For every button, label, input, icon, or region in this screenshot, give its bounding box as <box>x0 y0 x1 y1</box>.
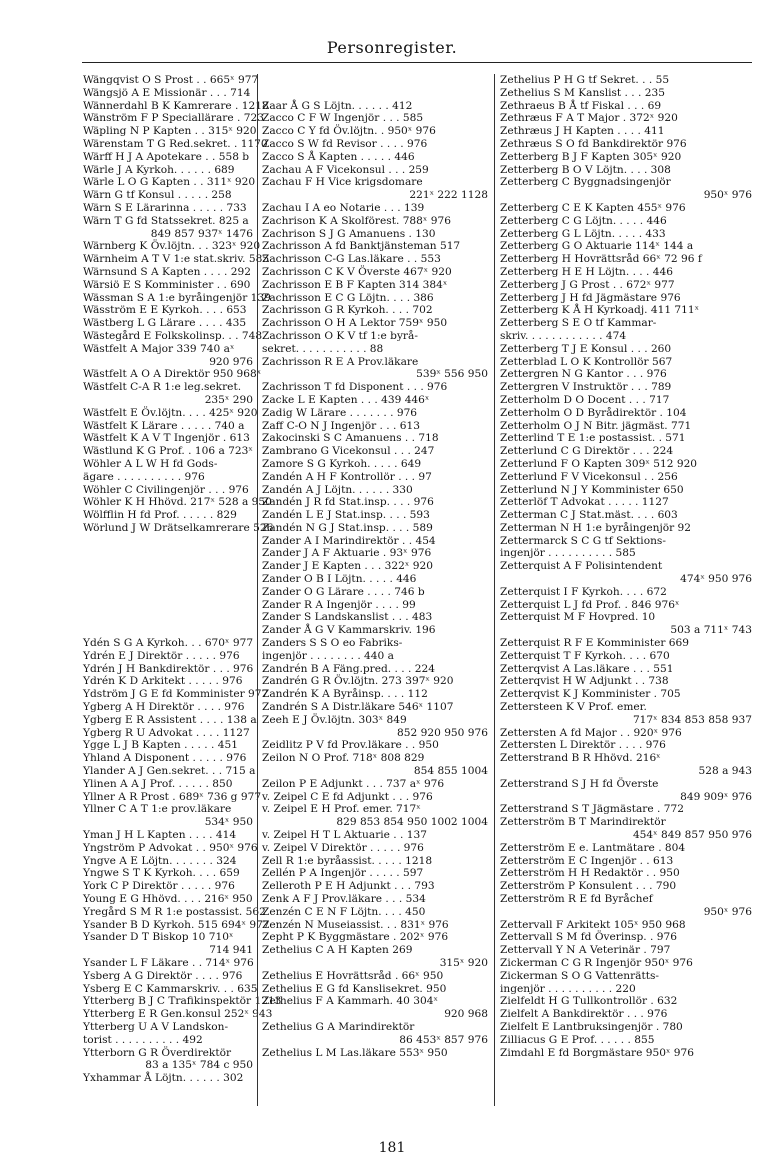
register-entry: v. Zeipel H T L Aktuarie . . 137 <box>262 829 427 842</box>
register-entry: Zetterlund F V Vicekonsul . . 256 <box>500 470 678 483</box>
register-entry: v. Zeipel E H Prof. emer. 717ˣ <box>262 803 421 816</box>
register-entry: Zethræus F A T Major . 372ˣ 920 <box>500 112 678 125</box>
register-entry: Zachrisson G R Kyrkoh. . . . 702 <box>262 304 433 317</box>
register-entry: Wännerdahl B K Kamrerare . 1218 <box>83 99 269 112</box>
register-entry: 829 853 854 950 1002 1004 <box>336 816 488 829</box>
register-entry: Ygberg R U Advokat . . . . 1127 <box>83 726 250 739</box>
register-entry: Zickerman C G R Ingenjör 950ˣ 976 <box>500 956 693 969</box>
register-entry: Zickerman S O G Vattenrätts- <box>500 969 660 982</box>
register-entry: Wärnheim A T V 1:e stat.skriv. 585 <box>83 253 270 266</box>
register-entry: Ygberg A H Direktör . . . . 976 <box>83 701 245 714</box>
register-entry: 86 453ˣ 857 976 <box>399 1033 488 1046</box>
register-entry: Zethelius P H G tf Sekret. . . 55 <box>500 74 670 86</box>
register-entry: Zethelius G A Marindirektör <box>262 1020 415 1033</box>
register-entry: Wäpling N P Kapten . . 315ˣ 920 <box>83 125 257 138</box>
register-entry: 83 a 135ˣ 784 c 950 <box>145 1059 253 1072</box>
register-entry: Zethræus S O fd Bankdirektör 976 <box>500 137 687 150</box>
register-entry: Zetterström R E fd Byråchef <box>500 893 653 905</box>
register-entry: 854 855 1004 <box>413 765 488 778</box>
register-entry: 474ˣ 950 976 <box>680 573 752 586</box>
register-entry: Zethelius F A Kammarh. 40 304ˣ <box>262 995 438 1008</box>
register-entry: Zetterlöf T Advokat . . . . . 1127 <box>500 496 669 509</box>
register-entry: Zandrén K A Byråinsp. . . . 112 <box>262 688 428 701</box>
register-entry: 852 920 950 976 <box>397 726 488 739</box>
register-entry: Wöhler K H Hhövd. 217ˣ 528 a 950 <box>83 496 272 509</box>
register-entry: Zachrisson E C G Löjtn. . . . 386 <box>262 291 434 304</box>
register-entry: Wäsström E E Kyrkoh. . . . 653 <box>83 304 247 317</box>
register-entry: Wölfflin H fd Prof. . . . . . 829 <box>83 509 237 522</box>
register-entry: Ytterborn G R Överdirektör <box>83 1046 232 1059</box>
register-entry: Wästberg L G Lärare . . . . 435 <box>83 317 247 330</box>
register-entry: Zetterström B T Marindirektör <box>500 816 666 829</box>
register-entry <box>83 611 253 624</box>
register-entry: York C P Direktör . . . . . 976 <box>83 880 235 893</box>
register-entry: Zetterberg S E O tf Kammar- <box>500 317 657 330</box>
register-entry: Young E G Hhövd. . . . 216ˣ 950 <box>83 893 253 905</box>
register-entry: Zetterquist I F Kyrkoh. . . . 672 <box>500 585 667 598</box>
register-entry: Zetterström E e. Lantmätare . 804 <box>500 841 686 854</box>
register-entry: Zetterberg B O V Löjtn. . . . 308 <box>500 163 671 176</box>
register-entry: Zaar Å G S Löjtn. . . . . . 412 <box>262 99 413 112</box>
register-entry: Zetterholm O D Byrådirektör . 104 <box>500 406 687 419</box>
register-entry: Zachrisson C-G Las.läkare . . 553 <box>262 253 441 266</box>
register-entry: Wästfelt K Lärare . . . . . 740 a <box>83 419 245 432</box>
register-entry: ägare . . . . . . . . . . 976 <box>83 470 205 483</box>
register-entry: 503 a 711ˣ 743 <box>670 624 752 637</box>
register-entry: Zetterqvist A Las.läkare . . . 551 <box>500 662 674 675</box>
register-entry <box>83 535 253 548</box>
register-entry: Zethelius E G fd Kanslisekret. 950 <box>262 982 447 995</box>
register-entry: Ydrén E J Direktör . . . . . 976 <box>83 649 240 662</box>
register-entry: Yxhammar Å Löjtn. . . . . . 302 <box>83 1072 244 1085</box>
register-entry: Zetterquist L J fd Prof. . 846 976ˣ <box>500 598 680 611</box>
register-entry: Zetterquist T F Kyrkoh. . . . 670 <box>500 649 670 662</box>
register-entry: Zell R 1:e byråassist. . . . . 1218 <box>262 854 433 867</box>
register-entry: Zetterholm O J N Bitr. jägmäst. 771 <box>500 419 692 432</box>
register-entry: Zandén L E J Stat.insp. . . . 593 <box>262 509 430 522</box>
register-entry: Zellén P A Ingenjör . . . . . 597 <box>262 867 424 880</box>
register-entry: Yngwe S T K Kyrkoh. . . . 659 <box>83 867 240 880</box>
register-entry: Zeidlitz P V fd Prov.läkare . . 950 <box>262 739 439 752</box>
register-entry: Zacco C F W Ingenjör . . . 585 <box>262 112 424 125</box>
register-entry: Wärff H J A Apotekare . . 558 b <box>83 150 250 163</box>
register-entry: Wästegård E Folkskolinsp. . . 748 <box>83 329 263 342</box>
register-entry: Zetterquist M F Hovpred. 10 <box>500 611 656 624</box>
column-divider <box>494 74 495 1106</box>
register-entry: Zettergren V Instruktör . . . 789 <box>500 381 672 394</box>
register-entry: Wästfelt K A V T Ingenjör . 613 <box>83 432 250 445</box>
register-entry: Zenk A F J Prov.läkare . . . 534 <box>262 893 426 905</box>
register-entry: Zetterberg C Byggnadsingenjör <box>500 176 671 189</box>
register-entry: Zander O G Lärare . . . . 746 b <box>262 585 425 598</box>
register-entry: Zander S Landskanslist . . . 483 <box>262 611 433 624</box>
register-entry: Zandén N G J Stat.insp. . . . 589 <box>262 521 433 534</box>
register-entry: Zettersten A fd Major . . 920ˣ 976 <box>500 726 682 739</box>
register-entry: Zetterman C J Stat.mäst. . . . 603 <box>500 509 678 522</box>
register-entry: Wärle J A Kyrkoh. . . . . . 689 <box>83 163 235 176</box>
register-entry: Zacco C Y fd Öv.löjtn. . 950ˣ 976 <box>262 125 436 138</box>
register-entry: skriv. . . . . . . . . . . . 474 <box>500 329 627 342</box>
register-entry: Zamore S G Kyrkoh. . . . . 649 <box>262 457 422 470</box>
register-entry: Zaff C-O N J Ingenjör . . . 613 <box>262 419 420 432</box>
register-entry: Zetterquist A F Polisintendent <box>500 560 663 573</box>
register-entry: Wängsjö A E Missionär . . . 714 <box>83 86 251 99</box>
register-entry: 849 909ˣ 976 <box>680 790 752 803</box>
register-entry: Zachrisson O H A Lektor 759ˣ 950 <box>262 317 448 330</box>
register-entry: Zettersteen K V Prof. emer. <box>500 701 647 714</box>
register-entry: Zacco S W fd Revisor . . . . 976 <box>262 137 428 150</box>
register-entry: Zetterberg G L Löjtn. . . . . 433 <box>500 227 666 240</box>
register-entry: Ygge L J B Kapten . . . . . 451 <box>83 739 238 752</box>
register-entry: Wässman S A 1:e byråingenjör 139 <box>83 291 271 304</box>
register-entry: Zachau I A eo Notarie . . . 139 <box>262 201 425 214</box>
register-entry: Ysander B D Kyrkoh. 515 694ˣ 977 <box>83 918 270 931</box>
register-entry: 235ˣ 290 <box>204 393 253 406</box>
register-entry: torist . . . . . . . . . . 492 <box>83 1033 203 1046</box>
register-entry: Zacco S Å Kapten . . . . . 446 <box>262 150 415 163</box>
register-entry: Yllner A R Prost . 689ˣ 736 g 977 <box>83 790 262 803</box>
register-entry: 539ˣ 556 950 <box>416 368 488 381</box>
register-entry: Wänström F P Speciallärare . 723 <box>83 112 264 125</box>
register-entry: Ysander D T Biskop 10 710ˣ <box>83 931 234 944</box>
register-entry: Wängqvist O S Prost . . 665ˣ 977 <box>83 74 259 86</box>
register-entry: Zachrisson E B F Kapten 314 384ˣ <box>262 278 448 291</box>
register-entry: Zilliacus G E Prof. . . . . . 855 <box>500 1033 655 1046</box>
page-title: Personregister. <box>326 38 458 57</box>
register-entry: Zettergren N G Kantor . . . 976 <box>500 368 667 381</box>
register-entry: Zetterberg T J E Konsul . . . 260 <box>500 342 672 355</box>
register-entry: Zandrén B A Fäng.pred. . . . 224 <box>262 662 435 675</box>
register-entry: Zander Å G V Kammarskriv. 196 <box>262 624 436 637</box>
register-entry: Ysberg E C Kammarskriv. . . 635 <box>83 982 258 995</box>
register-entry: Wärn S E Lärarinna . . . . . 733 <box>83 201 247 214</box>
register-entry: Zetterberg C G Löjtn. . . . . 446 <box>500 214 667 227</box>
register-entry <box>83 547 253 560</box>
register-entry: Zachrisson C K V Överste 467ˣ 920 <box>262 265 452 278</box>
register-entry: Zachrisson R E A Prov.läkare <box>262 355 419 368</box>
header-rule <box>82 62 752 63</box>
register-entry: Wöhler A L W H fd Gods- <box>83 457 218 470</box>
register-entry: Zelleroth P E H Adjunkt . . . 793 <box>262 880 435 893</box>
register-entry <box>83 586 253 599</box>
register-entry: Wästlund K G Prof. . 106 a 723ˣ <box>83 445 253 458</box>
register-entry: Zielfeldt H G Tullkontrollör . 632 <box>500 995 678 1008</box>
register-entry: v. Zeipel C E fd Adjunkt . . . 976 <box>262 790 433 803</box>
register-entry: Zetterblad L O K Kontrollör 567 <box>500 355 673 368</box>
register-entry: Wästfelt C-A R 1:e leg.sekret. <box>83 381 242 394</box>
register-entry: Wärenstam T G Red.sekret. . 1170 <box>83 137 268 150</box>
register-column-3 <box>500 74 752 1059</box>
register-entry: Zander J E Kapten . . . 322ˣ 920 <box>262 560 433 573</box>
register-entry <box>83 573 253 586</box>
register-entry: Zachrisson T fd Disponent . . . 976 <box>262 381 448 394</box>
register-entry: 920 968 <box>444 1008 488 1021</box>
register-entry: Ydrén K D Arkitekt . . . . . 976 <box>83 675 243 688</box>
register-column-1 <box>83 74 282 1085</box>
register-entry: ingenjör . . . . . . . . . . 585 <box>500 547 636 560</box>
register-entry: Zetterberg H E H Löjtn. . . . 446 <box>500 265 673 278</box>
register-entry: Wörlund J W Drätselkamrerare 526 <box>83 521 274 534</box>
register-entry: Zetterberg B J F Kapten 305ˣ 920 <box>500 150 682 163</box>
register-entry: Zandén A H F Kontrollör . . . 97 <box>262 470 432 483</box>
register-entry: Zetterberg K Å H Kyrkoadj. 411 711ˣ <box>500 304 700 317</box>
register-entry: Zander R A Ingenjör . . . . 99 <box>262 598 416 611</box>
register-entry: 950ˣ 976 <box>703 905 752 918</box>
register-entry: ingenjör . . . . . . . . . . 220 <box>500 982 636 995</box>
register-entry: Zachau F H Vice krigsdomare <box>262 176 423 189</box>
register-entry: Zambrano G Vicekonsul . . . 247 <box>262 445 435 458</box>
register-entry: Zanders S S O eo Fabriks- <box>262 637 403 650</box>
register-entry: Zander J A F Aktuarie . 93ˣ 976 <box>262 547 432 560</box>
register-entry <box>262 87 488 100</box>
register-entry: Zeilon P E Adjunkt . . . 737 aˣ 976 <box>262 777 445 790</box>
register-entry: Ytterberg E R Gen.konsul 252ˣ 943 <box>83 1008 273 1021</box>
register-entry <box>262 74 488 87</box>
register-entry: Wästfelt E Öv.löjtn. . . . 425ˣ 920 <box>83 406 258 419</box>
register-entry: Ysander L F Läkare . . 714ˣ 976 <box>83 956 254 969</box>
register-entry: Zethelius E Hovrättsråd . 66ˣ 950 <box>262 969 444 982</box>
register-entry: Ydén S G A Kyrkoh. . . 670ˣ 977 <box>83 637 254 650</box>
register-entry: Zettervall F Arkitekt 105ˣ 950 968 <box>500 918 686 931</box>
register-entry: Wärle L O G Kapten . . 311ˣ 920 <box>83 176 256 189</box>
register-entry: Zielfelt A Bankdirektör . . . 976 <box>500 1008 668 1021</box>
register-entry: Zachau A F Vicekonsul . . . 259 <box>262 163 429 176</box>
register-entry: Zetterberg J H fd Jägmästare 976 <box>500 291 681 304</box>
register-entry: 454ˣ 849 857 950 976 <box>632 829 752 842</box>
register-entry: sekret. . . . . . . . . . . 88 <box>262 342 384 355</box>
register-entry: Zetterberg G O Aktuarie 114ˣ 144 a <box>500 240 694 253</box>
register-entry: Zielfelt E Lantbruksingenjör . 780 <box>500 1020 683 1033</box>
register-entry: Zadig W Lärare . . . . . . . 976 <box>262 406 418 419</box>
register-entry: Zetterberg C E K Kapten 455ˣ 976 <box>500 201 686 214</box>
register-entry: Ydrén J H Bankdirektör . . . 976 <box>83 662 254 675</box>
register-entry: Yllner C A T 1:e prov.läkare <box>83 803 232 816</box>
register-entry: Zetterberg H Hovrättsråd 66ˣ 72 96 f <box>500 253 702 266</box>
register-entry: Wöhler C Civilingenjör . . . 976 <box>83 483 249 496</box>
register-entry: Zandén J R fd Stat.insp. . . . 976 <box>262 496 434 509</box>
register-entry: 714 941 <box>209 944 253 957</box>
register-entry: v. Zeipel V Direktör . . . . . 976 <box>262 841 424 854</box>
register-entry: Ydström J G E fd Komminister 977 <box>83 688 269 701</box>
register-entry: Zetterlund C G Direktör . . . 224 <box>500 445 674 458</box>
register-entry: Zacke L E Kapten . . . 439 446ˣ <box>262 393 430 406</box>
register-entry: Zetterberg J G Prost . . 672ˣ 977 <box>500 278 675 291</box>
register-entry: Zettersten L Direktör . . . . 976 <box>500 739 666 752</box>
register-entry: Zetterström E C Ingenjör . . 613 <box>500 854 674 867</box>
register-entry: Wärn T G fd Statssekret. 825 a <box>83 214 249 227</box>
register-entry: Zetterholm D O Docent . . . 717 <box>500 393 670 406</box>
register-entry: Zettermarck S C G tf Sektions- <box>500 534 666 547</box>
register-entry: Zetterström H H Redaktör . . 950 <box>500 867 680 880</box>
register-entry: 717ˣ 834 853 858 937 <box>632 713 752 726</box>
register-entry: Zachrisson A fd Banktjänsteman 517 <box>262 240 461 253</box>
register-entry: Ylinen A A J Prof. . . . . . 850 <box>83 777 233 790</box>
register-entry: Zetterquist R F E Komminister 669 <box>500 637 690 650</box>
register-entry: Ysberg A G Direktör . . . . 976 <box>83 969 243 982</box>
register-entry: Yhland A Disponent . . . . . 976 <box>83 752 247 765</box>
register-entry: Zeeh E J Öv.löjtn. 303ˣ 849 <box>262 713 407 726</box>
register-entry: Zetterstrand S T Jägmästare . 772 <box>500 803 684 816</box>
register-entry: Zetterstrand B R Hhövd. 216ˣ <box>500 752 661 765</box>
register-column-2 <box>262 74 488 1059</box>
register-entry: Yngström P Advokat . . 950ˣ 976 <box>83 841 258 854</box>
register-entry: Ytterberg B J C Trafikinspektör 1213 <box>83 995 282 1008</box>
register-entry: Zachrison S J G Amanuens . 130 <box>262 227 436 240</box>
register-entry: Zandrén S A Distr.läkare 546ˣ 1107 <box>262 701 454 714</box>
register-entry: Zachrisson O K V tf 1:e byrå- <box>262 329 418 342</box>
register-entry: Wästfelt A Major 339 740 aˣ <box>83 342 235 355</box>
register-entry: 221ˣ 222 1128 <box>409 189 488 202</box>
register-entry: Ygberg E R Assistent . . . . 138 a <box>83 713 257 726</box>
register-entry <box>83 624 253 637</box>
register-entry: Zetterlund N J Y Komminister 650 <box>500 483 684 496</box>
register-entry: Zethelius C A H Kapten 269 <box>262 944 413 957</box>
register-entry: Zettervall S M fd Överinsp. . 976 <box>500 931 677 944</box>
register-entry: 534ˣ 950 <box>204 816 253 829</box>
register-entry: Wärsiö E S Komminister . . 690 <box>83 278 251 291</box>
register-entry <box>83 560 253 573</box>
register-entry: Zetterqvist K J Komminister . 705 <box>500 688 681 701</box>
register-entry: Zimdahl E fd Borgmästare 950ˣ 976 <box>500 1046 695 1059</box>
register-entry: Yregård S M R 1:e postassist. 562 <box>83 905 266 918</box>
register-entry: Zethelius S M Kanslist . . . 235 <box>500 86 665 99</box>
register-entry <box>83 599 253 612</box>
register-entry: 849 857 937ˣ 1476 <box>150 227 253 240</box>
column-divider <box>257 74 258 1106</box>
register-entry: Wärn G tf Konsul . . . . . 258 <box>83 189 232 202</box>
register-entry: 315ˣ 920 <box>439 956 488 969</box>
register-entry: Yman J H L Kapten . . . . 414 <box>83 829 237 842</box>
register-entry: Zethræus J H Kapten . . . . 411 <box>500 125 665 138</box>
register-entry: Wärnsund S A Kapten . . . . 292 <box>83 265 251 278</box>
register-entry: Zethelius L M Las.läkare 553ˣ 950 <box>262 1046 448 1059</box>
register-entry: Zetterlind T E 1:e postassist. . 571 <box>500 432 686 445</box>
register-entry: Ylander A J Gen.sekret. . . 715 a <box>83 765 256 778</box>
register-entry: Wästfelt A O A Direktör 950 968ˣ <box>83 368 262 381</box>
register-entry: Zetterqvist H W Adjunkt . . 738 <box>500 675 669 688</box>
register-entry: Zeilon N O Prof. 718ˣ 808 829 <box>262 752 425 765</box>
register-entry: Zandén A J Löjtn. . . . . . 330 <box>262 483 413 496</box>
register-entry: Zettervall Y N A Veterinär . 797 <box>500 944 671 957</box>
register-entry: Zepht P K Byggmästare . 202ˣ 976 <box>262 931 449 944</box>
register-entry: Yngve A E Löjtn. . . . . . . 324 <box>83 854 237 867</box>
register-entry: ingenjör . . . . . . . . 440 a <box>262 649 394 662</box>
register-entry: Zandrén G R Öv.löjtn. 273 397ˣ 920 <box>262 675 454 688</box>
register-entry: 528 a 943 <box>698 765 752 778</box>
register-entry: Zakocinski S C Amanuens . . 718 <box>262 432 439 445</box>
register-entry: Zetterman N H 1:e byråingenjör 92 <box>500 521 692 534</box>
register-entry: Zethraeus B Å tf Fiskal . . . 69 <box>500 99 662 112</box>
register-entry: Wärnberg K Öv.löjtn. . . 323ˣ 920 <box>83 240 261 253</box>
register-entry: Zenzén C E N F Löjtn. . . . 450 <box>262 905 426 918</box>
register-entry: 920 976 <box>209 355 253 368</box>
register-entry: Zetterström P Konsulent . . . 790 <box>500 880 677 893</box>
register-entry: Zetterlund F O Kapten 309ˣ 512 920 <box>500 457 698 470</box>
register-entry: Zachrison K A Skolförest. 788ˣ 976 <box>262 214 451 227</box>
register-entry: Ytterberg U A V Landskon- <box>83 1020 229 1033</box>
register-entry: Zander A I Marindirektör . . 454 <box>262 534 436 547</box>
register-entry: Zetterstrand S J H fd Överste <box>500 777 659 790</box>
register-entry: 950ˣ 976 <box>703 189 752 202</box>
page-number: 181 <box>378 1140 406 1156</box>
register-entry: Zander O B I Löjtn. . . . . 446 <box>262 573 417 586</box>
register-entry: Zenzén N Museiassist. . . 831ˣ 976 <box>262 918 449 931</box>
